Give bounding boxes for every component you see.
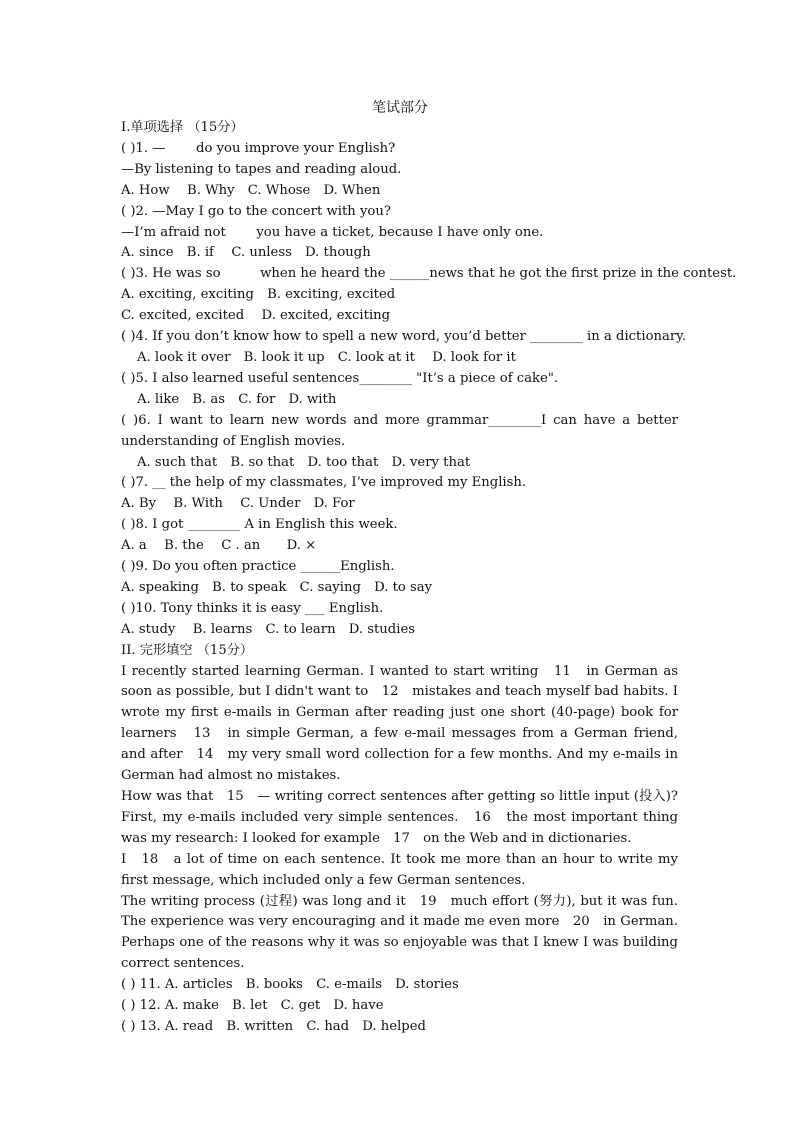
question-10-options: A. study B. learns C. to learn D. studies: [121, 621, 416, 637]
question-5-stem: ( )5. I also learned useful sentences________ "It’s a piece of cake".: [121, 370, 559, 386]
cloze-paragraph-4: The writing process (过程) was long and it 19 much effort (努力), but it was fun. The experience was very encouraging and it made me even more 20 in German. Perhaps one of the reasons why it was so enjoyable was that I knew I was building correct sentences.: [121, 893, 678, 972]
question-4-stem: ( )4. If you don’t know how to spell a new word, you’d better ________ in a dictionary.: [121, 329, 687, 345]
cloze-paragraph-2: How was that 15 — writing correct sentences after getting so little input (投入)? First, my e-mails included very simple sentences. 16 the most important thing was my research: I looked for example 17 on the Web and in dictionaries.: [121, 789, 678, 846]
question-3-options-cd: C. excited, excited D. excited, exciting: [121, 308, 391, 324]
question-9-stem: ( )9. Do you often practice ______English.: [121, 559, 395, 575]
cloze-question-11: ( ) 11. A. articles B. books C. e-mails D. stories: [121, 977, 459, 993]
question-1-options: A. How B. Why C. Whose D. When: [121, 182, 381, 198]
question-3-options-ab: A. exciting, exciting B. exciting, excited: [121, 287, 396, 303]
question-10-stem: ( )10. Tony thinks it is easy ___ English.: [121, 600, 384, 616]
cloze-question-13: ( ) 13. A. read B. written C. had D. helped: [121, 1018, 426, 1034]
question-2-options: A. since B. if C. unless D. though: [121, 245, 371, 261]
question-7-stem: ( )7. __ the help of my classmates, I’ve improved my English.: [121, 475, 527, 491]
cloze-paragraph-1: I recently started learning German. I wanted to start writing 11 in German as soon as possible, but I didn't want to 12 mistakes and teach myself bad habits. I wrote my first e-mails in German after reading just one short (40-page) book for learners 13 in simple German, a few e-mail messages from a German friend, and after 14 my very small word collection for a few months. And my e-mails in German had almost no mistakes.: [121, 663, 678, 784]
question-8-options: A. a B. the C . an D. ×: [121, 538, 317, 554]
question-8-stem: ( )8. I got ________ A in English this week.: [121, 517, 398, 533]
question-6-stem: ( )6. I want to learn new words and more grammar________I can have a better understanding of English movies.: [121, 412, 678, 449]
question-4-options: A. look it over B. look it up C. look at it D. look for it: [137, 349, 516, 365]
question-5-options: A. like B. as C. for D. with: [137, 391, 337, 407]
question-3-stem: ( )3. He was so when he heard the ______news that he got the first prize in the contest.: [121, 266, 737, 282]
section-1-heading: Ⅰ.单项选择 （15分）: [121, 120, 244, 135]
question-7-options: A. By B. With C. Under D. For: [121, 496, 355, 512]
question-1-answer-line: —By listening to tapes and reading aloud.: [121, 161, 402, 177]
page-title: 笔试部分: [372, 100, 428, 116]
question-9-options: A. speaking B. to speak C. saying D. to say: [121, 579, 433, 595]
section-2-heading: II. 完形填空 （15分）: [121, 642, 254, 658]
cloze-question-12: ( ) 12. A. make B. let C. get D. have: [121, 998, 384, 1014]
cloze-paragraph-3: I 18 a lot of time on each sentence. It took me more than an hour to write my first message, which included only a few German sentences.: [121, 851, 678, 888]
question-6-options: A. such that B. so that D. too that D. very that: [137, 454, 471, 470]
question-1-stem: ( )1. — do you improve your English?: [121, 140, 396, 156]
exam-content: [121, 118, 737, 1038]
question-2-answer-line: —I’m afraid not you have a ticket, because I have only one.: [121, 224, 544, 240]
question-2-stem: ( )2. —May I go to the concert with you?: [121, 203, 391, 219]
